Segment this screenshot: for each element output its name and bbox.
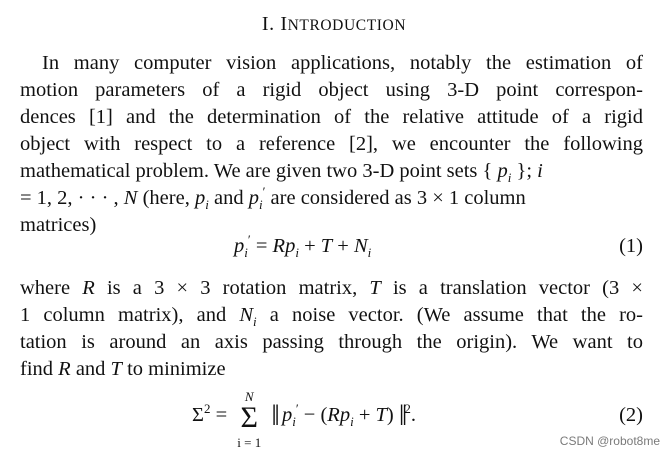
text-line: mathematical problem. We are given two 3-D point sets { $p_i$ }; i [20,160,543,186]
equation-number: (1) [619,235,643,257]
section-title-rest: NTRODUCTION [287,17,407,34]
section-numeral: I. [261,13,275,35]
text-line: object with respect to a reference [2], we encounter the following [20,133,643,155]
section-heading [0,13,668,36]
text-line: matrices) [20,214,97,236]
summation-symbol: N Σ i = 1 [237,389,262,450]
equation-1-body: $p_i' = Rp_i + T + N_i$ [234,232,372,261]
paragraph-2 [20,275,643,383]
text-line: dences [1] and the determination of the relative attitude of a rigid [20,106,643,128]
text-line: find R and T to minimize [20,358,226,380]
text-line: 1 column matrix), and $N_i$ a noise vector. (We assume that the ro- [20,304,643,330]
text-line: In many computer vision applications, notably the estimation of [42,52,643,74]
text-line: tation is around an axis passing through the origin). We want to [20,331,643,353]
watermark: CSDN @robot8me [559,434,660,448]
text-line: motion parameters of a rigid object using 3-D point correspon- [20,79,643,101]
section-title-initial: I [280,13,288,35]
equation-2 [20,383,643,450]
text-line: = 1, 2, · · · , N (here, $p_i$ and $p_i'$ are considered as 3 × 1 column [20,184,526,213]
text-line: where R is a 3 × 3 rotation matrix, T is a translation vector (3 × [20,277,643,299]
equation-2-body: $\Sigma^2$ = N Σ i = 1 ‖ $p_i' - (Rp_i + T)$ ‖$^2$. [192,389,416,450]
paragraph-1 [20,50,643,239]
equation-number: (2) [619,404,643,426]
